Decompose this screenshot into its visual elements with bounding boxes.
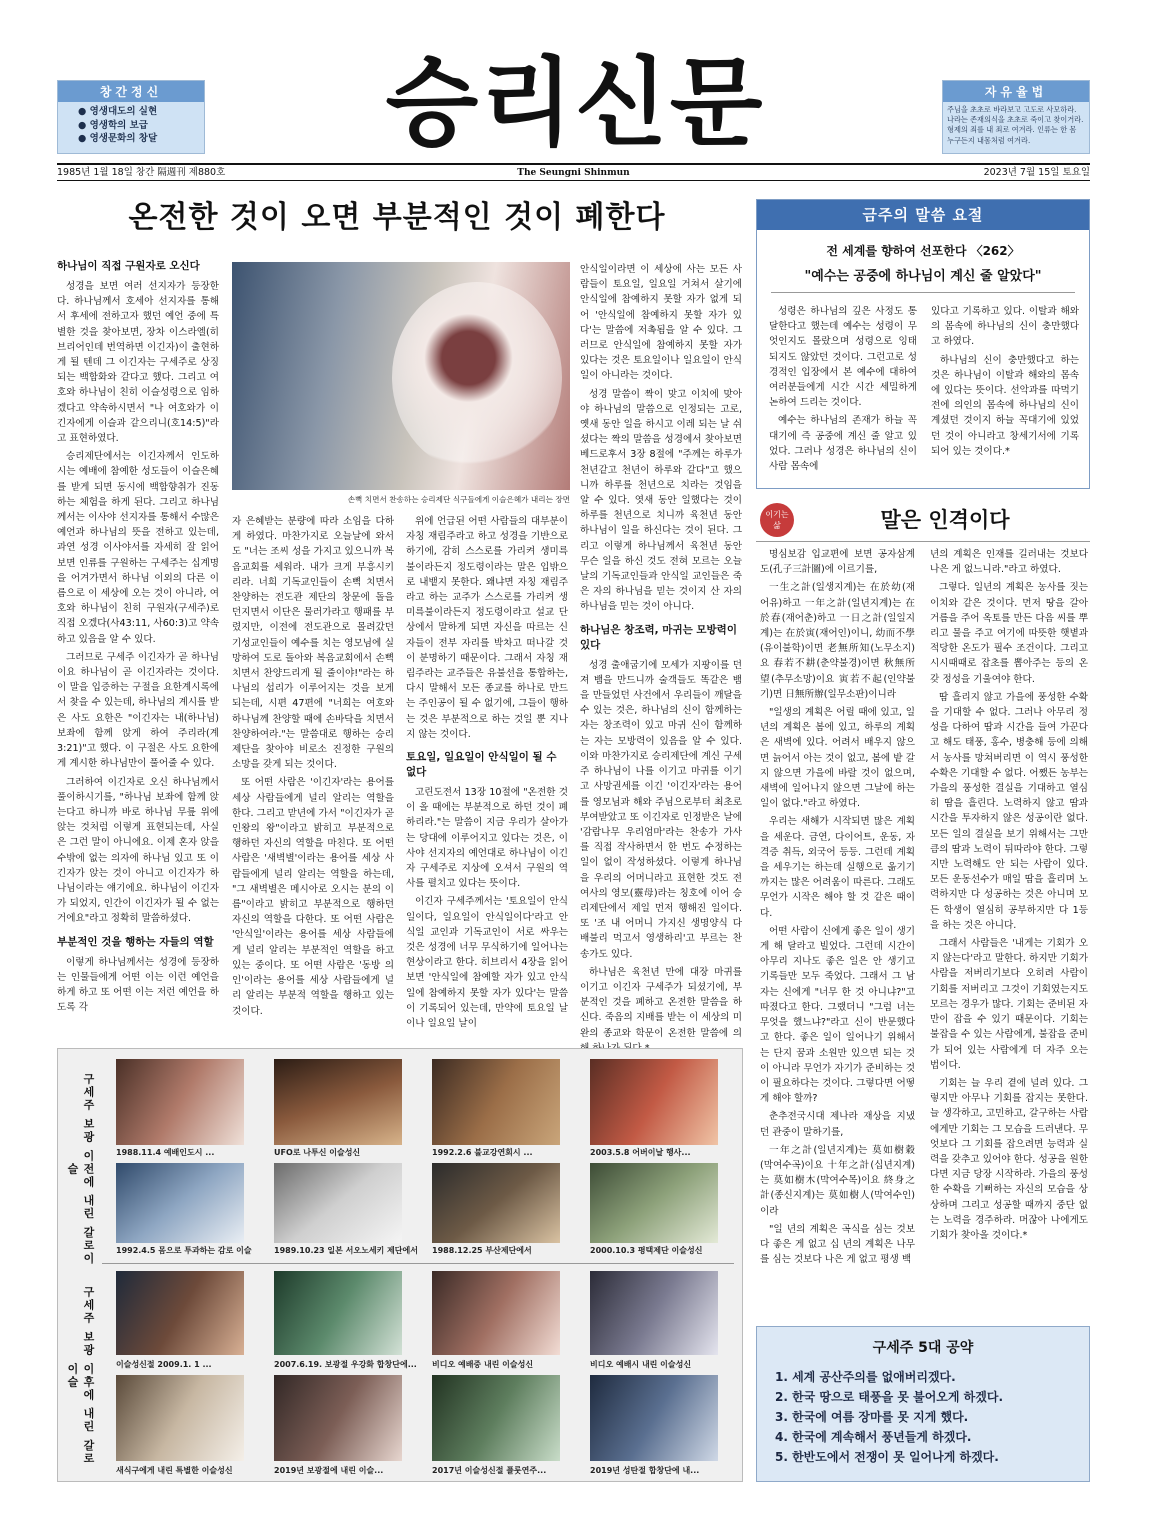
paragraph: 성경 말씀이 짝이 맞고 이치에 맞아야 하나님의 말씀으로 인정되는 고로, 옛새 동안 일을 하시고 이레 되는 날 쉬셨다는 짝의 말씀을 성경에서 찾아보면 베드로후서 3장 8절에 "주께는 하루가 천년같고 천년이 하루와 같다"고 했으니까 하루를 천년으로 치라는 것임을 알 수 있다. 엿새 동안 일했다는 것이 하루를 천년으로 치니까 육천년 동안 하나님이 일을 하신다는 것이 된다. 그리고 이렇게 하나님께서 육천년 동안 무슨 일을 하신 것도 전혀 모르는 오늘날의 기독교인들과 안식일 교인들은 죽은 자의 하나님을 믿는 것이지 산 자의 하나님을 믿는 것이 아니다.: [580, 388, 742, 613]
date-right: 2023년 7월 15일 토요일: [983, 167, 1090, 178]
subhead: 하나님은 창조력, 마귀는 모방력이 있다: [580, 623, 737, 651]
article-col-4: [580, 262, 742, 1044]
essay-col-2: [930, 547, 1088, 1312]
gallery-photo: [590, 1375, 718, 1461]
pledge-title: 구세주 5대 공약: [872, 1340, 974, 1356]
gallery-caption: 비디오 예배시 내린 이슬성신: [590, 1360, 692, 1369]
pledge-item: 4. 한국에 계속해서 풍년들게 하겠다.: [775, 1430, 972, 1444]
left-box-item: ● 영생학의 보급: [78, 119, 148, 131]
photo-caption: 손뼉 치면서 찬송하는 승리제단 식구들에게 이슬은혜가 내리는 장면: [347, 495, 570, 504]
gallery-photo: [432, 1271, 560, 1355]
gallery-caption: 이슬성신절 2009.1. 1 ...: [116, 1360, 212, 1369]
gallery-caption: 1992.2.6 불교강연회시 ...: [432, 1148, 533, 1157]
paragraph: 땀 흘리지 않고 가을에 풍성한 수확을 기대할 수 없다. 그러나 아무리 정성을 다하여 땀과 시간을 들여 가꾼다고 해도 태풍, 홍수, 병충해 등에 의해서 농사를 망쳐버리면 이 역시 풍성한 수확은 기대할 수 없다. 어쨌든 농부는 가을의 풍성한 결실을 기대하고 열심히 땀을 흘린다. 노력하지 않고 땀과 시간을 투자하지 않은 성공이란 없다. 모든 일의 결실을 보기 위해서는 그만큼의 땀과 노력이 뒤따라야 한다. 그렇지만 노력해도 안 되는 사람이 있다. 모든 운동선수가 매일 땀을 흘리며 노력하지만 다 성공하는 것은 아니며 모든 학생이 열심히 공부하지만 다 1등을 하는 것은 아니다.: [930, 691, 1088, 931]
gallery-photo: [116, 1059, 244, 1145]
paragraph: 하나님의 신이 충만했다고 하는 것은 하나님이 이탈과 해와의 몸속에 있다는 뜻이다. 선악과를 따먹기 전에 의인의 몸속에 하나님의 신이 계셨던 것이지 하늘 꼭대기에 있었던 것이 아니라고 창세기서에 기록되어 있는 것이다.*: [931, 354, 1079, 457]
right-masthead-box: [942, 80, 1090, 154]
paragraph: 이렇게 하나님께서는 성경에 등장하는 인물들에게 어떤 이는 이런 예언을 하게 하고 또 어떤 이는 저런 예언을 하도록 각: [57, 956, 219, 1014]
gallery-caption: 2007.6.19. 보광절 우강화 합창단에...: [274, 1360, 417, 1369]
right-box-title: 자유율법: [943, 81, 1089, 102]
paragraph: 안식일이라면 이 세상에 사는 모든 사람들이 토요일, 일요일 거쳐서 살기에 안식일에 참예하지 못할 자가 없게 되어 '안식일에 참예하지 못할 자가 있다'는 말씀에 저촉됨을 알 수 있다. 그러므로 안식일에 참예하지 못할 자가 있다는 것은 토요일이나 일요일이 안식일이 아니라는 것이다.: [580, 264, 742, 382]
article-col-2: [232, 514, 394, 1044]
paragraph: 어떤 사람이 신에게 좋은 일이 생기게 해 달라고 빌었다. 그런데 시간이 아무리 지나도 좋은 일은 안 생기고 기록들만 모두 죽었다. 그래서 그 남자는 신에게 "너무 한 것 아니냐?"고 따졌다고 한다. 그랬더니 "그럼 너는 무엇을 했느냐?"라고 신이 반문했다고 한다. 좋은 일이 일어나기 위해서는 단지 꿈과 소원만 있으면 되는 것이 아니라 무언가 자기가 준비하는 것이 필요하다는 것이다. 그렇다면 어떻게 해야 할까?: [760, 925, 915, 1105]
paragraph: 이긴자 구세주께서는 '토요일이 안식일이다, 일요일이 안식일이다'라고 안식일 교인과 기독교인이 서로 싸우는 것은 성경에 너무 무식하기에 일어나는 현상이라고 한다. 히브리서 4장을 읽어보면 '안식일에 참예할 자가 있고 안식일에 참예하지 못할 자가 있다'는 말씀이 기록되어 있는데, 만약에 토요일 날이나 일요일 날이: [406, 896, 568, 1030]
paragraph: 또 어떤 사람은 '이긴자'라는 용어를 세상 사람들에게 널리 알리는 역할을 한다. 그리고 맏년에 가서 "이긴자가 곧 인왕의 왕"이라고 밝히고 부분적으로 행하던 자신의 역할을 마친다. 또 어떤 사람은 '새벽별'이라는 용어를 세상 사람들에게 널리 알리는 역할을 하는데, "그 새벽별은 메시아로 오시는 분의 이름"이라고 밝히고 부분적으로 행하던 자신의 역할을 다한다. 또 어떤 사람은 '안식일'이라는 용어를 세상 사람들에게 널리 알리는 부분적인 역할을 하고 있는 중이다. 또 어떤 사람은 '동방 의인'이라는 용어를 세상 사람들에게 널리 알리는 부분적 역할을 행하고 있는 것이다.: [232, 777, 394, 1017]
left-box-title: 창간정신: [58, 81, 204, 102]
photo-gallery: [57, 1048, 743, 1482]
paragraph: "일 년의 계획은 곡식을 심는 것보다 좋은 게 없고 십 년의 계획은 나무를 심는 것보다 나은 게 없고 평생 백: [760, 1223, 915, 1266]
paragraph: 그렇다. 일년의 계획은 농사를 짓는 이치와 같은 것이다. 먼저 땅을 갈아 거름을 주어 옥토를 만든 다음 씨를 뿌리고 물을 주고 여기에 따뜻한 햇볕과 적당한 온도가 필수 조건이다. 그리고 시시때때로 잡초를 뽑아주는 등의 온갖 정성을 기울여야 한다.: [930, 582, 1088, 685]
paragraph: 있다고 기록하고 있다. 이탈과 해와의 몸속에 하나님의 신이 충만했다고 하였다.: [931, 306, 1079, 348]
date-left: 1985년 1월 18일 창간 隔週刊 제880호: [57, 167, 226, 178]
subhead: 토요일, 일요일이 안식일이 될 수 없다: [406, 751, 557, 779]
gallery-caption: 1989.10.23 일본 서오노세키 제단에서: [274, 1246, 418, 1255]
paragraph: 一生之計(일생지계)는 在於幼(재어유)하고 一年之計(일년지계)는 在於春(재어춘)하고 一日之計(일일지계)는 在於寅(재어인)이니, 幼而不學(유이불학)이면 老無所知(노무소지)요 春若不耕(춘약불경)이면 秋無所望(추무소망)이요 寅若不起(인약불기)면 日無所辦(일무소판)이니라: [760, 582, 915, 700]
gallery-photo: [432, 1375, 560, 1461]
essay-badge: 이기는 삶: [760, 503, 794, 537]
subhead: 하나님이 직접 구원자로 오신다: [57, 260, 200, 272]
pledge-item: 5. 한반도에서 전쟁이 못 일어나게 하겠다.: [775, 1450, 999, 1464]
sermon-section-title: 금주의 말씀 요절: [757, 200, 1089, 230]
sermon-quote: "예수는 공중에 하나님이 계신 줄 알았다": [771, 265, 1075, 293]
gallery-caption: 2019년 보광절에 내린 이슬...: [274, 1466, 384, 1475]
paragraph: 우리는 새해가 시작되면 많은 계획을 세운다. 금연, 다이어트, 운동, 자격증 취득, 외국어 등등. 그런데 계획을 세우기는 하는데 실행으로 옮기기까지는 많은 어려움이 따른다. 그래도 무언가 시작은 해야 할 것 같은 때이다.: [760, 816, 915, 919]
gallery-photo: [432, 1059, 560, 1145]
gallery-divider: [102, 1263, 734, 1264]
left-box-item: ● 영생문화의 창달: [78, 133, 158, 144]
paragraph: 자 은혜받는 분량에 따라 소임을 다하게 하였다. 마찬가지로 오늘날에 와서도 "너는 조씨 성을 가지고 있으니까 복음교회를 세워라. 내가 크게 부흥시키리라. 너희 기독교인들이 손뼉 치면서 찬양하는 전도관 제단의 창문에 돌을 던지면서 이단은 물러가라고 행패를 부렸지만, 이전에 전도관으로 몰려갔던 기성교인들이 예수를 치는 영모님에 실망하여 도로 돌아와 복음교회에서 손뼉치면서 찬양드리게 될 줄이야!"라는 하나님의 섭리가 이루어지는 것을 보게 되는데, 시편 47편에 "너희는 여호와 하나님께 찬양할 때에 손바닥을 치면서 찬양하여라."는 말씀대로 행하는 승리제단을 찾아야 비로소 진정한 구원의 소망을 갖게 되는 것이다.: [232, 516, 394, 771]
gallery-caption: 2000.10.3 평택제단 이슬성신: [590, 1246, 703, 1255]
paragraph: 그러므로 구세주 이긴자가 곧 하나님이요 하나님이 곧 이긴자라는 것이다. 이 말을 입증하는 구절을 요한계시록에서 찾을 수 있는데, 하나님의 계시를 받은 사도 요한은 "이긴자는 내(하나님) 보좌에 함께 앉게 하여 주리라(계3:21)"고 했다. 이 구절은 사도 요한에게 계시한 하나님만이 풀어줄 수 있다.: [57, 651, 219, 770]
gallery-photo: [274, 1375, 402, 1461]
gallery-photo: [274, 1059, 402, 1145]
essay-title: 말은 인격이다: [880, 507, 1010, 532]
newspaper-title: 승리신문: [385, 47, 765, 159]
paragraph: 고린도전서 13장 10절에 "온전한 것이 올 때에는 부분적으로 하던 것이 폐하리라."는 말씀이 지금 우리가 살아가는 당대에 이루어지고 있다는 것은, 이사야 선지자의 예언대로 하나님이 이긴자 구세주로 지상에 오셔서 구원의 역사를 펼치고 있다는 뜻이다.: [406, 787, 568, 890]
gallery-caption: 2003.5.8 어버이날 행사...: [590, 1148, 691, 1157]
gallery-caption: 2019년 성탄절 합창단에 내...: [590, 1466, 700, 1475]
gallery-label-before: 구세주 보광 이전에 내린 갈로이슬: [66, 1072, 95, 1266]
gallery-photo: [274, 1163, 402, 1243]
paragraph: 년의 계획은 인재를 길러내는 것보다 나은 게 없느니라."라고 하였다.: [930, 549, 1088, 576]
gallery-photo: [116, 1375, 244, 1461]
gallery-photo: [590, 1163, 718, 1243]
paragraph: 성경을 보면 여러 선지자가 등장한다. 하나님께서 호세아 선지자를 통해서 후세에 전하고자 했던 예언 중에 특별한 것을 찾아보면, 장차 이스라엘(히브리어인데 번역하면 이긴자)이 출현하게 될 텐데 그 이긴자는 구세주로 상징되는 백합화와 같다고 했다. 그리고 여호와 하나님이 친히 이슬성령으로 임하겠다고 약속하시면서 "나 여호와가 이긴자에게 이슬과 같으리니(호14:5)"라고 표현하였다.: [57, 281, 219, 445]
gallery-photo: [590, 1271, 718, 1355]
gallery-caption: 1992.4.5 몸으로 투과하는 감로 이슬: [116, 1246, 252, 1255]
pledge-box: [756, 1326, 1090, 1482]
divider: [756, 541, 1090, 542]
gallery-photo: [116, 1163, 244, 1243]
paragraph: 승리제단에서는 이긴자께서 인도하시는 예배에 참예한 성도들이 이슬은혜를 받게 되면 동시에 백합향취가 진동하는 체험을 하게 된다. 그리고 하나님께서는 이사야 선지자를 통해서 수많은 예언과 하나님의 뜻을 전하고 있는데, 과연 성경 이사야서를 자세히 잘 읽어보면 인류를 구원하는 구세주는 십계명을 어겨가면서 하나님 이외의 다른 이름으로 이 세상에 오는 것이 아니라, 여호와 하나님이 친히 구원자(구세주)로 직접 오겠다(사43:11, 사60:3)고 약속하고 있음을 알 수 있다.: [57, 451, 219, 645]
paragraph: 춘추전국시대 제나라 재상을 지냈던 관중이 말하기를,: [760, 1111, 915, 1138]
article-col-3: [406, 514, 568, 1044]
paragraph: 예수는 하나님의 존재가 하늘 꼭대기에 즉 공중에 계신 줄 알고 있었다. 그러나 성경은 하나님의 신이 사람 몸속에: [769, 415, 917, 473]
gallery-caption: 새식구에게 내린 특별한 이슬성신: [116, 1466, 233, 1475]
subhead: 부분적인 것을 행하는 자들의 역할: [57, 935, 214, 948]
gallery-photo: [590, 1059, 718, 1145]
paragraph: 기회는 늘 우리 곁에 널려 있다. 그렇지만 아무나 기회를 잡지는 못한다. 늘 생각하고, 고민하고, 갈구하는 사람에게만 기회는 그 모습을 드러낸다. 무엇보다 그 기회를 잡으려면 능력과 실력을 갖추고 있어야 한다. 성공을 원한다면 지금 당장 시작하라. 가을의 풍성한 수확을 기뻐하는 자신의 모습을 상상하며 그리고 성공할 때까지 중단 없는 노력을 경주하라. 머잖아 나에게도 기회가 찾아올 것이다.*: [930, 1077, 1088, 1241]
gallery-label-after: 구세주 보광 이후에 내린 갈로이슬: [66, 1286, 95, 1466]
gallery-photo: [274, 1271, 402, 1355]
paragraph: "일생의 계획은 어릴 때에 있고, 일년의 계획은 봄에 있고, 하루의 계획은 새벽에 있다. 어려서 배우지 않으면 늙어서 아는 것이 없고, 봄에 밭 갈지 않으면 가을에 바랄 것이 없으며, 새벽에 일어나지 않으면 그날에 하는 일이 없다."라고 하였다.: [760, 707, 915, 810]
right-box-text: 주님을 초초로 바라보고 고도로 사모하라. 나라는 존재의식을 초초로 죽이고 찾이거라. 형제의 죄를 내 죄로 여겨라. 인류는 한 몸 누구든지 내몸처럼 여겨라.: [947, 105, 1084, 145]
paragraph: 하나님은 육천년 만에 대장 마귀를 이기고 이긴자 구세주가 되셨기에, 부분적인 것을 폐하고 온전한 말씀을 하신다. 죽음의 지배를 받는 이 세상의 미완의 종교와 학문이 온전한 말씀에 의: [580, 966, 742, 1039]
paragraph: 명심보감 입교편에 보면 공자삼계도(孔子三計圖)에 이르기를,: [760, 549, 915, 576]
paragraph: 성경 출애굽기에 모세가 지팡이를 던져 뱀을 만드니까 술객들도 똑같은 뱀을 만들었던 사건에서 우리들이 깨달을 수 있는 것은, 하나님의 신이 함께하는 자는 창조력이 있고 마귀 신이 함께하는 자는 모방력이 있음을 알 수 있다. 이와 마찬가지로 승리제단에 계신 구세주 하나님이 나를 이기고 마귀를 이기고 사망권세를 이긴 '이긴자'라는 용어를 영모님과 해와 주님으로부터 최초로 부여받았고 또 이긴자로 인정받은 날에 '감람나무 우리엄마'라는 찬송가 가사를 직접 작사하면서 한 번도 수정하는 일이 없이 작성하셨다. 이렇게 하나님을 우리의 어머니라고 표현한 것도 전여사의 영모(靈母)라는 칭호에 이어 승리제단에서 제일 먼저 행해진 일이다. 또 '조 내 어머니 가지신 생명양식 다 배불리 먹고서 영생하리'고 부르는 찬송가도 있다.: [580, 659, 742, 960]
paragraph: 一年之計(일년지계)는 莫如樹穀(막여수곡)이요 十年之計(십년지계)는 莫如樹木(막여수목)이요 終身之計(종신지계)는 莫如樹人(막여수인)이라: [760, 1144, 915, 1217]
gallery-caption: UFO로 나투신 이슬성신: [274, 1148, 361, 1157]
gallery-photo: [116, 1271, 244, 1355]
gallery-caption: 비디오 예배중 내린 이슬성신: [432, 1360, 534, 1369]
main-headline: 온전한 것이 오면 부분적인 것이 폐한다: [128, 200, 666, 235]
gallery-caption: 2017년 이슬성신절 플룻연주...: [432, 1466, 547, 1475]
left-box-item: ● 영생대도의 실현: [78, 106, 158, 117]
paragraph: 성령은 하나님의 깊은 사정도 통달한다고 했는데 예수는 성령이 무엇인지도 몰랐으며 성령으로 잉태되지도 않았던 것이다. 그런고로 성경적인 입장에서 본 예수에 대하여 여러분들에게 시간 시간 세밀하게 논하여 드리는 것이다.: [769, 306, 917, 409]
pledge-item: 3. 한국에 여름 장마를 못 지게 했다.: [775, 1410, 969, 1424]
sermon-section: [756, 199, 1090, 489]
article-col-1: [57, 258, 219, 1043]
paragraph: 그러하여 이긴자로 오신 하나님께서 풀이하시기를, "하나님 보좌에 함께 앉는다고 하니까 바로 하나님 무릎 위에 앉는 것처럼 이렇게 표현되는데, 사실은 그런 말이 아니에요. 이제 혼자 앉을 수밖에 없는 의자에 하나님 있고 또 이긴자가 앉는 것이 아니고 이긴자가 하나님이라는 얘기에요. 하나님이 이긴자가 되었지, 인간이 이긴자가 될 수 없는 거에요"라고 정확히 말씀하셨다.: [57, 776, 219, 925]
gallery-caption: 1988.11.4 예배인도시 ...: [116, 1148, 215, 1157]
pledge-item: 2. 한국 땅으로 태풍을 못 불어오게 하겠다.: [775, 1390, 1004, 1404]
paragraph: 그래서 사람들은 '내게는 기회가 오지 않는다'라고 말한다. 하지만 기회가 사람을 저버리기보다 오히려 사람이 기회를 저버리고 그것이 기회였는지도 모르는 경우가 많다. 기회는 준비된 자만이 잡을 수 있기 때문이다. 기회는 불잡을 수 있는 사람에게, 불잡을 준비가 되어 있는 사람에게 더 자주 오는 법이다.: [930, 938, 1088, 1071]
worship-photo: [232, 262, 570, 490]
gallery-caption: 1988.12.25 부산제단에서: [432, 1246, 532, 1255]
dateline: [57, 163, 1090, 181]
gallery-photo: [432, 1163, 560, 1243]
left-masthead-box: [57, 80, 205, 154]
essay-col-1: [760, 547, 915, 1312]
pledge-item: 1. 세계 공산주의를 없애버리겠다.: [775, 1370, 956, 1384]
sermon-subtitle: 전 세계를 향하여 선포한다 〈262〉: [826, 244, 1020, 258]
english-title: The Seungni Shinmun: [517, 168, 630, 178]
paragraph: 위에 언급된 어떤 사람들의 대부분이 자칭 재림주라고 하고 성경을 기반으로 하기에, 감히 스스로를 가리켜 생미륵불이라든지 정도령이라는 말은 입밖으로 내뱉지 못한다. 왜냐면 자칭 재림주라고 하는 교주가 스스로를 가리켜 생미륵불이라든지 정도령이라고 설교 단상에서 말하게 되면 자신을 따르는 신자들이 전부 자리를 박차고 떠나갈 것이 분명하기 때문이다. 그래서 자칭 재림주라는 교주들은 유불선을 통합하는, 다시 말해서 모든 종교를 하나로 만드는 주인공이 될 수 없기에, 그들이 행하는 것은 부분적으로 하는 것일 뿐 지나지 않는 것이다.: [406, 516, 568, 740]
